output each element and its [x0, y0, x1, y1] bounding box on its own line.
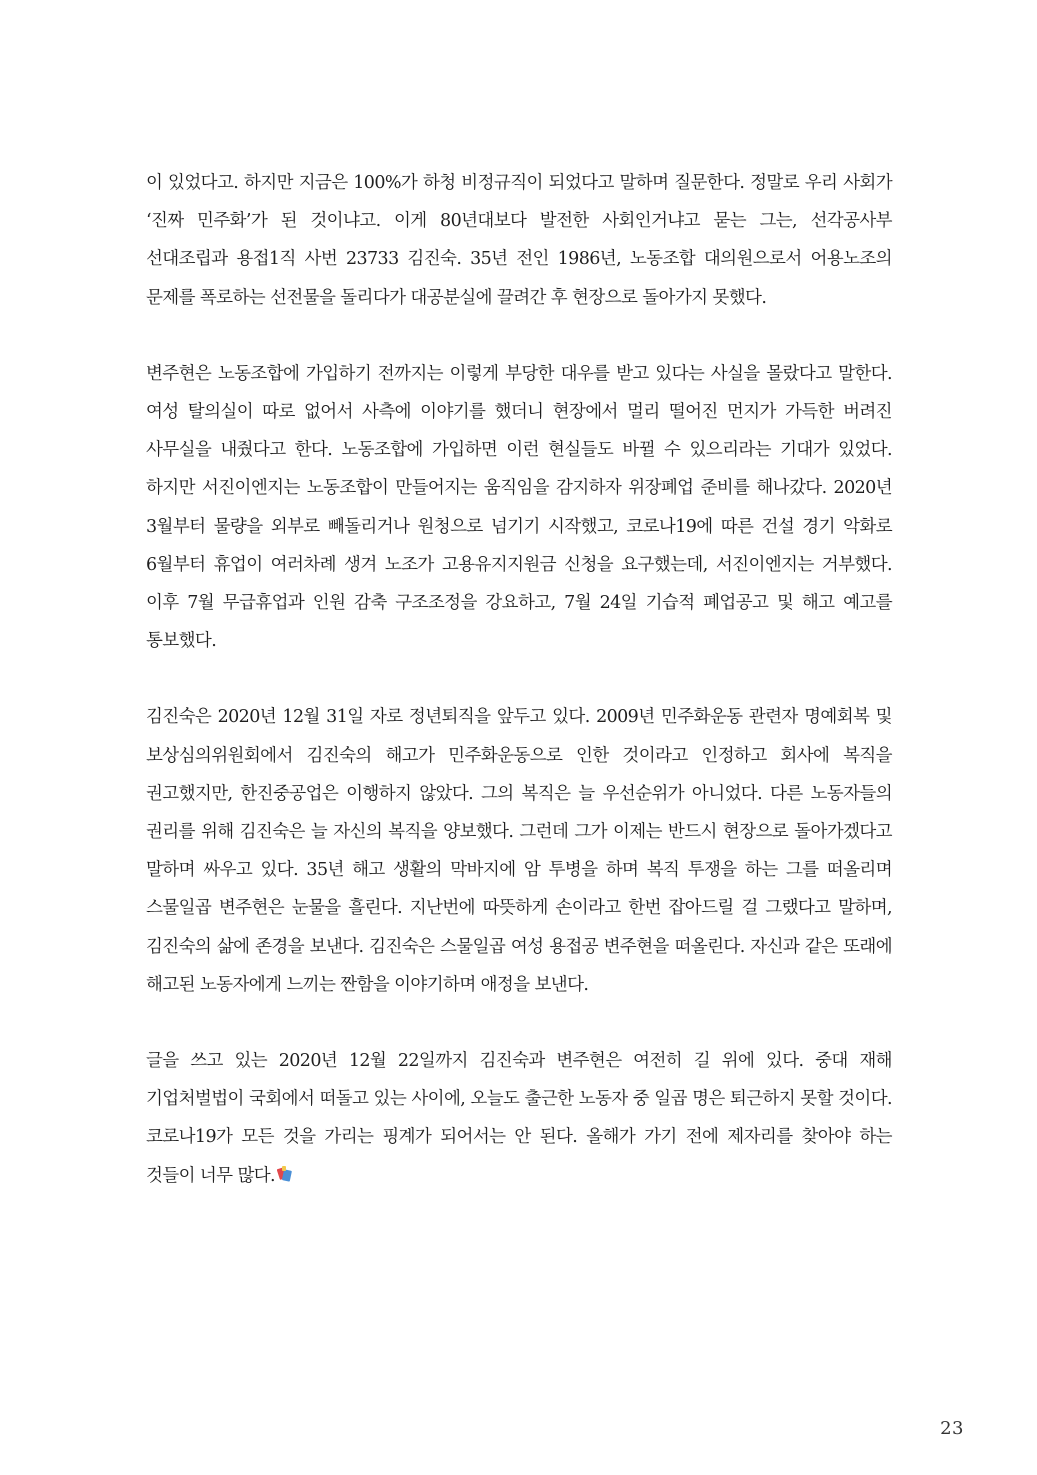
paragraph-4 — [146, 1042, 892, 1195]
paragraph-1: 이 있었다고. 하지만 지금은 100%가 하청 비정규직이 되었다고 말하며 질문한다. 정말로 우리 사회가 ‘진짜 민주화’가 된 것이냐고. 이게 80년대보다 발전한 사회인거냐고 묻는 그는, 선각공사부 선대조립과 용접1직 사번 23733 김진숙. 35년 전인 1986년, 노동조합 대의원으로서 어용노조의 문제를 폭로하는 선전물을 돌리다가 대공분실에 끌려간 후 현장으로 돌아가지 못했다. — [146, 173, 892, 308]
end-mark-yellow-piece — [282, 1166, 286, 1171]
end-of-article-icon-svg — [277, 1165, 293, 1183]
paragraph-3: 김진숙은 2020년 12월 31일 자로 정년퇴직을 앞두고 있다. 2009년 민주화운동 관련자 명예회복 및 보상심의위원회에서 김진숙의 해고가 민주화운동으로 인한 것이라고 인정하고 회사에 복직을 권고했지만, 한진중공업은 이행하지 않았다. 그의 복직은 늘 우선순위가 아니었다. 다른 노동자들의 권리를 위해 김진숙은 늘 자신의 복직을 양보했다. 그런데 그가 이제는 반드시 현장으로 돌아가겠다고 말하며 싸우고 있다. 35년 해고 생활의 막바지에 암 투병을 하며 복직 투쟁을 하는 그를 떠올리며 스물일곱 변주현은 눈물을 흘린다. 지난번에 따뜻하게 손이라고 한번 잡아드릴 걸 그랬다고 말하며, 김진숙의 삶에 존경을 보낸다. 김진숙은 스물일곱 여성 용접공 변주현을 떠올린다. 자신과 같은 또래에 해고된 노동자에게 느끼는 짠함을 이야기하며 애정을 보낸다. — [146, 707, 892, 995]
paragraph-4-text: 글을 쓰고 있는 2020년 12월 22일까지 김진숙과 변주현은 여전히 길 위에 있다. 중대 재해 기업처벌법이 국회에서 떠돌고 있는 사이에, 오늘도 출근한 노동자 중 일곱 명은 퇴근하지 못할 것이다. 코로나19가 모든 것을 가리는 핑계가 되어서는 안 된다. 올해가 가기 전에 제자리를 찾아야 하는 것들이 너무 많다. — [146, 1051, 892, 1186]
end-of-article-icon — [277, 1159, 293, 1177]
paragraph-2: 변주현은 노동조합에 가입하기 전까지는 이렇게 부당한 대우를 받고 있다는 사실을 몰랐다고 말한다. 여성 탈의실이 따로 없어서 사측에 이야기를 했더니 현장에서 멀리 떨어진 먼지가 가득한 버려진 사무실을 내줬다고 한다. 노동조합에 가입하면 이런 현실들도 바뀔 수 있으리라는 기대가 있었다. 하지만 서진이엔지는 노동조합이 만들어지는 움직임을 감지하자 위장폐업 준비를 해나갔다. 2020년 3월부터 물량을 외부로 빼돌리거나 원청으로 넘기기 시작했고, 코로나19에 따른 건설 경기 악화로 6월부터 휴업이 여러차례 생겨 노조가 고용유지지원금 신청을 요구했는데, 서진이엔지는 거부했다. 이후 7월 무급휴업과 인원 감축 구조조정을 강요하고, 7월 24일 기습적 폐업공고 및 해고 예고를 통보했다. — [146, 363, 892, 652]
page-number: 23 — [940, 1418, 964, 1439]
article-body — [146, 164, 892, 1195]
